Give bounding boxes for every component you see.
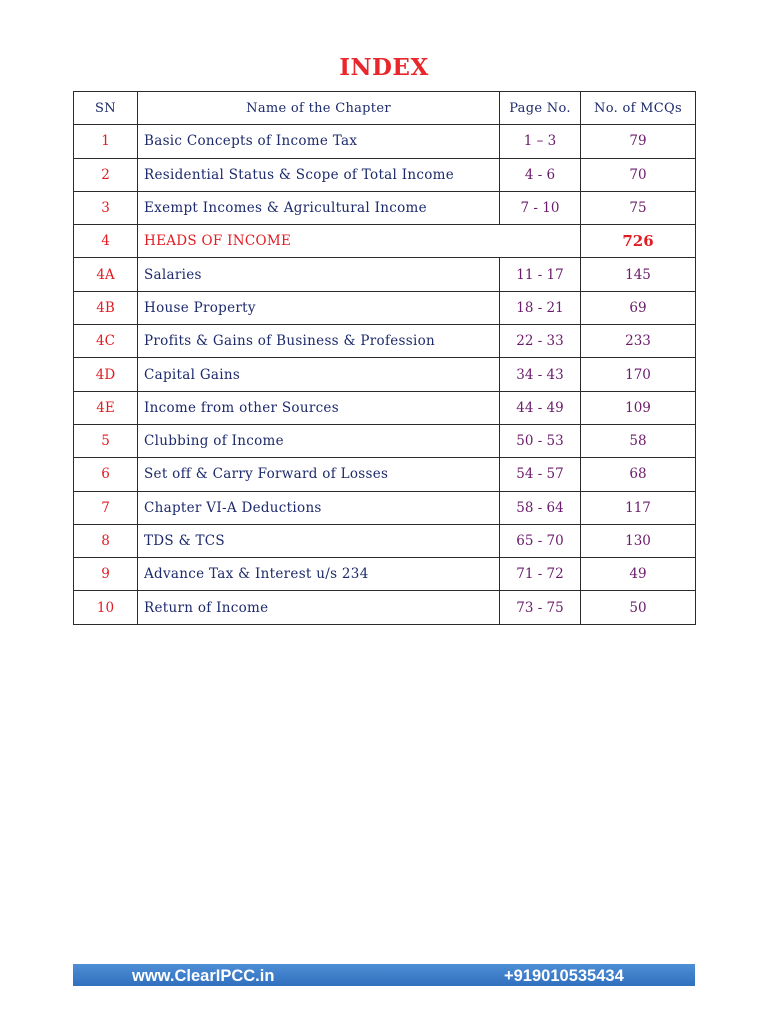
cell-page-no: 11 - 17 xyxy=(500,258,581,291)
cell-page-no: 34 - 43 xyxy=(500,358,581,391)
cell-sn: 4B xyxy=(74,291,138,324)
cell-sn: 4E xyxy=(74,391,138,424)
cell-mcq-count: 117 xyxy=(581,491,696,524)
table-row xyxy=(74,358,696,391)
cell-chapter-name: Income from other Sources xyxy=(138,391,500,424)
cell-page-no: 22 - 33 xyxy=(500,325,581,358)
cell-mcq-count: 109 xyxy=(581,391,696,424)
cell-chapter-name: Return of Income xyxy=(138,591,500,624)
cell-mcq-count: 145 xyxy=(581,258,696,291)
cell-page-no: 18 - 21 xyxy=(500,291,581,324)
cell-mcq-count: 233 xyxy=(581,325,696,358)
page-title: INDEX xyxy=(339,54,429,81)
cell-chapter-name: House Property xyxy=(138,291,500,324)
cell-chapter-name: Set off & Carry Forward of Losses xyxy=(138,458,500,491)
cell-sn: 6 xyxy=(74,458,138,491)
cell-mcq-count: 130 xyxy=(581,524,696,557)
cell-sn: 4C xyxy=(74,325,138,358)
cell-sn: 2 xyxy=(74,158,138,191)
table-row xyxy=(74,424,696,457)
table-row-heads-of-income xyxy=(74,225,696,258)
cell-mcq-count: 69 xyxy=(581,291,696,324)
cell-page-no: 4 - 6 xyxy=(500,158,581,191)
cell-page-no: 71 - 72 xyxy=(500,558,581,591)
cell-sn: 1 xyxy=(74,125,138,158)
table-row xyxy=(74,458,696,491)
cell-page-no: 50 - 53 xyxy=(500,424,581,457)
table-row xyxy=(74,591,696,624)
cell-chapter-name: TDS & TCS xyxy=(138,524,500,557)
table-row xyxy=(74,125,696,158)
table-row xyxy=(74,258,696,291)
cell-mcq-count: 58 xyxy=(581,424,696,457)
cell-page-no: 7 - 10 xyxy=(500,191,581,224)
cell-sn: 4A xyxy=(74,258,138,291)
cell-chapter-name: Basic Concepts of Income Tax xyxy=(138,125,500,158)
cell-page-no: 58 - 64 xyxy=(500,491,581,524)
cell-sn: 4 xyxy=(74,225,138,258)
cell-page-no: 73 - 75 xyxy=(500,591,581,624)
table-row xyxy=(74,191,696,224)
cell-sn: 8 xyxy=(74,524,138,557)
cell-page-no: 44 - 49 xyxy=(500,391,581,424)
table-row xyxy=(74,325,696,358)
cell-mcq-count: 170 xyxy=(581,358,696,391)
table-row xyxy=(74,491,696,524)
table-row xyxy=(74,291,696,324)
cell-mcq-count: 50 xyxy=(581,591,696,624)
table-row xyxy=(74,391,696,424)
cell-chapter-name: Clubbing of Income xyxy=(138,424,500,457)
cell-mcq-count: 68 xyxy=(581,458,696,491)
cell-sn: 4D xyxy=(74,358,138,391)
cell-sn: 7 xyxy=(74,491,138,524)
cell-chapter-name: Profits & Gains of Business & Profession xyxy=(138,325,500,358)
cell-sn: 10 xyxy=(74,591,138,624)
table-row xyxy=(74,158,696,191)
cell-mcq-count: 79 xyxy=(581,125,696,158)
header-mcq-count: No. of MCQs xyxy=(581,92,696,125)
website-link[interactable]: www.ClearIPCC.in xyxy=(132,967,275,985)
cell-chapter-name: Residential Status & Scope of Total Income xyxy=(138,158,500,191)
cell-page-no: 65 - 70 xyxy=(500,524,581,557)
cell-mcq-count: 726 xyxy=(581,225,696,258)
cell-chapter-name: Advance Tax & Interest u/s 234 xyxy=(138,558,500,591)
table-header-row xyxy=(74,92,696,125)
cell-chapter-name: Chapter VI-A Deductions xyxy=(138,491,500,524)
cell-chapter-name: Exempt Incomes & Agricultural Income xyxy=(138,191,500,224)
cell-sn: 9 xyxy=(74,558,138,591)
cell-sn: 5 xyxy=(74,424,138,457)
cell-mcq-count: 70 xyxy=(581,158,696,191)
cell-chapter-name: HEADS OF INCOME xyxy=(138,225,581,258)
cell-chapter-name: Capital Gains xyxy=(138,358,500,391)
cell-sn: 3 xyxy=(74,191,138,224)
cell-mcq-count: 75 xyxy=(581,191,696,224)
header-page-no: Page No. xyxy=(500,92,581,125)
header-chapter-name: Name of the Chapter xyxy=(138,92,500,125)
header-sn: SN xyxy=(74,92,138,125)
index-table xyxy=(73,91,696,625)
phone-number: +919010535434 xyxy=(504,967,624,985)
cell-page-no: 1 – 3 xyxy=(500,125,581,158)
cell-mcq-count: 49 xyxy=(581,558,696,591)
table-row xyxy=(74,524,696,557)
footer-bar xyxy=(73,964,695,986)
cell-chapter-name: Salaries xyxy=(138,258,500,291)
table-row xyxy=(74,558,696,591)
cell-page-no: 54 - 57 xyxy=(500,458,581,491)
